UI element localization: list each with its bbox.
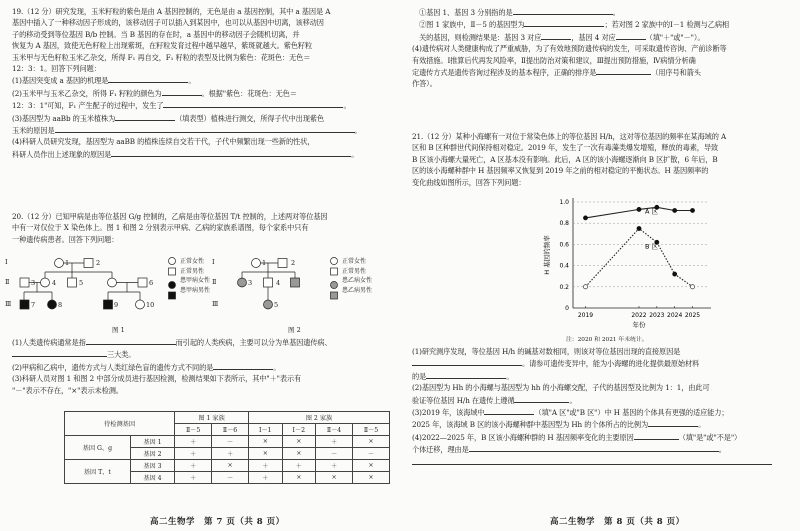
table-cell: × [282, 448, 316, 460]
q21-sub1-cont: 。请参可遗传变异中，能为小海螺的进化提供最原始材料 [412, 357, 772, 369]
q20-sub4: (4)遗传病对人类健康构成了严重威胁，为了有效地预防遗传病的发生，可采取遗传咨询、产前诊断等 [412, 44, 727, 54]
answer-line [412, 456, 772, 468]
q19-sub4: (4)科研人员研究发现，基因型为 aaBB 的植株连续自交若干代，子代中频繁出现一些新的性状， [12, 137, 315, 147]
table-cell: ＋ [175, 460, 212, 472]
q19-sub3: (3)基因型为 aaBb 的玉米植株为 （填表型）植株进行测交，所得子代中出现紫色 [12, 113, 325, 123]
table-cell: × [282, 472, 316, 484]
pedigree-individual [136, 300, 145, 309]
q19-sub3-cont: 玉米的原因是 。 [12, 126, 362, 136]
individual-number: 4 [276, 279, 281, 287]
generation-label: Ⅱ [5, 278, 10, 286]
table-row [65, 460, 390, 472]
text-line: 19.（12 分）研究发现，玉米籽粒的紫色是由 A 基因控制的，无色是由 a 基因控制，其中 a 基因是 A [12, 7, 331, 16]
table-cell: ＋ [249, 460, 283, 472]
data-point [690, 208, 694, 212]
table-cell: ＋ [175, 448, 212, 460]
individual-number: 6 [149, 279, 154, 287]
pedigree-individual [84, 259, 93, 268]
text-line: 基因中插入了一种移动因子形成的，该移动因子可以插入到某因中，也可以从基因中切离，该移动因 [12, 18, 324, 28]
q20-sub3-1: ①基因 1、基因 3 分别指的是 。 [419, 8, 620, 17]
q19-sub2: (2)玉米甲与玉米乙杂交，所得 F₁ 籽粒的颜色为 。根据"紫色：花斑色：无色＝ [12, 88, 297, 98]
generation-label: Ⅰ [5, 258, 8, 266]
table-group-cell: 基因 G、g [65, 436, 131, 460]
text-line: 中有一对仅位于 X 染色体上。图 1 和图 2 分别表示甲病、乙病的家族系谱图，每个家系中只有 [12, 223, 309, 233]
series-line-b [586, 229, 693, 287]
q20-sub3-cont: "－"表示不存在，"×"表示未检测。 [12, 385, 123, 395]
text-line: 区和 B 区种群世代间保持相对稳定。2019 年，发生了一次有毒藻类爆发增殖，释放的毒素，导致 [412, 143, 719, 153]
table-cell: ＋ [316, 436, 353, 448]
h-frequency-chart [525, 192, 725, 346]
x-tick-label: 2022 [631, 312, 647, 319]
table-cell: × [249, 448, 283, 460]
q21-sub3: (3)2019 年，该海域中 （填"A 区"或"B 区"）中 H 基因的个体具有更强的适应能力； [412, 408, 729, 418]
text-line: 子的移动受到等位基因 B/b 控制。当 B 基因的存在时，a 基因中的移动因子会随机切离，并 [12, 29, 300, 39]
text-line: 12：3：1。回答下列问题： [12, 64, 101, 74]
data-point [583, 216, 587, 220]
pedigree-individual [252, 259, 261, 268]
individual-number: 3 [31, 279, 36, 287]
legend-symbol [169, 258, 176, 265]
text-line: 20.（12 分）已知甲病是由等位基因 G/g 控制的，乙病是由等位基因 T/t 控制的，上述两对等位基因 [12, 212, 328, 221]
data-point [673, 208, 677, 212]
text-line: 变化曲线如图所示，回答下列问题： [412, 177, 526, 187]
individual-number: 1 [262, 259, 267, 267]
q20-sub3: (3)科研人员对图 1 和图 2 中部分成员进行基因检测，检测结果如下表所示，其中"＋"表示有 [12, 374, 302, 384]
q21-sub3-cont: 2025 年，该海域 B 区的该小海螺种群中基因型为 Hh 的个体所占的比例为 。 [412, 420, 706, 430]
individual-number: 10 [146, 301, 155, 309]
y-tick-label: 0.4 [559, 262, 569, 270]
data-point [690, 285, 694, 289]
x-tick-label: 2019 [577, 312, 594, 319]
pedigree-individual [291, 278, 300, 287]
individual-number: 8 [58, 301, 63, 309]
pedigree-individual [278, 259, 287, 268]
page-footer: 高二生物学 第 7 页（共 8 页） [150, 517, 285, 527]
table-cell: ＋ [175, 436, 212, 448]
individual-number: 2 [291, 259, 296, 267]
pedigree-individual [138, 278, 147, 287]
data-point [673, 272, 677, 276]
table-header: Ⅱ－5 [175, 424, 212, 436]
text-line: 一种遗传病患者。回答下列问题： [12, 234, 119, 244]
q20-subquestions [12, 336, 332, 396]
series-label: B 区 [645, 242, 659, 251]
pedigree-individual [20, 278, 29, 287]
table-cell: × [316, 472, 353, 484]
table-corner: 待检测基因 [65, 412, 175, 436]
q19-stem [12, 6, 362, 160]
data-point [583, 285, 587, 289]
q21-subquestions [412, 346, 772, 468]
individual-number: 5 [274, 301, 279, 309]
y-tick-label: 1.0 [559, 199, 569, 206]
table-cell: 基因 4 [130, 472, 174, 484]
text-line: 有效措施。Ⅰ推算后代再发风险率，Ⅱ提出防治对策和建议，Ⅲ提出预防措施，Ⅳ病情分析确 [412, 55, 696, 65]
table-cell: － [353, 448, 390, 460]
chart-note: 注：2020 和 2021 年未统计。 [566, 337, 648, 343]
pedigree-individual [108, 278, 117, 287]
table-cell: ＋ [175, 472, 212, 484]
y-tick-label: 0.8 [559, 220, 569, 228]
individual-number: 5 [79, 279, 84, 287]
text-line: 恢复为 A 基因，致使无色籽粒上出现紫斑，在籽粒发育过程中越早越早，紫斑就越大。紫色籽粒 [12, 41, 313, 51]
text-line: B 区该小海螺大量死亡，A 区基本没有影响。此后，A 区的该小海螺逐渐向 B 区扩散，6 年后，B [412, 154, 718, 164]
y-tick-label: 0 [565, 305, 569, 312]
generation-label: Ⅱ [212, 278, 217, 286]
text-line: 21.（12 分）某种小海螺有一对位于常染色体上的等位基因 H/h，这对等位基因的频率在某海域的 A [412, 132, 727, 141]
q21-sub2: (2)基因型为 Hh 的小海螺与基因型为 hh 的小海螺交配，子代的基因型及比例为 1：1，由此可 [412, 383, 710, 393]
table-header: 图 1 家族 [175, 412, 249, 424]
pedigree-individual [20, 300, 29, 309]
table-header: Ⅰ－1 [249, 424, 283, 436]
table-cell: ＋ [212, 448, 249, 460]
generation-label: Ⅰ [212, 258, 215, 266]
individual-number: 9 [114, 301, 119, 309]
table-row [65, 436, 390, 448]
pedigree-individual [48, 300, 57, 309]
x-tick-label: 2025 [684, 312, 701, 319]
text-line: 区的该小海螺种群中 H 基因频率又恢复到 2019 年之前的相对稳定的平衡状态。H 基因频率的 [412, 166, 709, 176]
table-header: Ⅱ－4 [316, 424, 353, 436]
legend-symbol [169, 292, 176, 299]
y-tick-label: 0.6 [559, 241, 569, 249]
legend-symbol [331, 258, 338, 265]
table-cell: 基因 1 [130, 436, 174, 448]
q20-sub2: (2)甲病和乙病中，遗传方式与人类红绿色盲的遗传方式不同的是 。 [12, 362, 281, 372]
legend-fig2: 正常女性 正常男性 患乙病女性 患乙病男性 [342, 258, 373, 294]
individual-number: 4 [52, 279, 57, 287]
table-header: Ⅱ－5 [353, 424, 390, 436]
table-cell: ＋ [316, 460, 353, 472]
figure-caption: 图 1 [112, 326, 125, 334]
table-group-cell: 基因 T、t [65, 460, 131, 484]
q21-sub4-cont: 个体迁移，理由是 。 [412, 445, 726, 455]
legend-fig1: 正常女性 正常男性 患甲病女性 患甲病男性 [180, 258, 211, 294]
individual-number: 7 [31, 301, 36, 309]
text-line: 玉米甲与无色籽粒玉米乙杂交，所得 F₁ 再自交，F₁ 籽粒的表型及比例为紫色：花斑色：无色＝ [12, 52, 311, 62]
legend-symbol [331, 268, 338, 275]
table-cell: － [212, 436, 249, 448]
data-point [637, 207, 641, 211]
q20-continued [412, 6, 729, 90]
table-header: Ⅱ－6 [212, 424, 249, 436]
pedigree-individual [264, 300, 273, 309]
x-axis-title: 年份 [632, 321, 646, 329]
q19-sub1: (1)基因突变成 a 基因的机理是 。 [12, 76, 196, 86]
q21-stem [412, 131, 726, 188]
pedigree-individual [104, 300, 113, 309]
pedigree-individual [41, 278, 50, 287]
table-cell: × [249, 436, 283, 448]
page-footer: 高二生物学 第 8 页（共 8 页） [550, 517, 685, 527]
series-label: A 区 [645, 207, 659, 216]
pedigree-individual [264, 278, 273, 287]
legend-symbol [331, 282, 338, 289]
table-header: 图 2 家族 [249, 412, 390, 424]
table-header: Ⅰ－2 [282, 424, 316, 436]
q20-sub1-cont: 三大类。 [12, 348, 332, 360]
table-cell: × [353, 460, 390, 472]
x-tick-label: 2023 [649, 312, 665, 319]
q21-sub1: (1)研究测序发现，等位基因 H/h 的碱基对数相同，则该对等位基因出现的直接原因是 [412, 347, 681, 356]
individual-number: 3 [248, 279, 253, 287]
text-line: 定遗传方式是遗传咨询过程涉及的基本程序，正确的排序是 （用序号和箭头 [412, 68, 701, 78]
text-line: 作答）。 [412, 79, 437, 89]
figure-caption: 图 2 [288, 326, 301, 334]
pedigree-individual [68, 278, 77, 287]
pedigree-individual [238, 278, 247, 287]
table-cell: × [282, 436, 316, 448]
q20-stem [12, 211, 328, 245]
legend-symbol [169, 282, 176, 289]
table-cell: － [316, 448, 353, 460]
q21-sub1-cont2: 的是 。 [412, 371, 514, 381]
individual-number: 2 [96, 259, 101, 267]
q19-sub2-cont: 12：3：1"可知，F₁ 产生配子的过程中，发生了 。 [12, 101, 351, 111]
q20-sub1: (1)人类遗传病通常是指 而引起的人类疾病，主要可以分为单基因遗传病、 [12, 338, 332, 347]
table-cell: ＋ [249, 472, 283, 484]
legend-symbol [331, 292, 338, 299]
table-cell: × [353, 436, 390, 448]
data-point [637, 226, 641, 230]
table-cell: ＋ [282, 460, 316, 472]
x-tick-label: 2024 [667, 312, 683, 319]
q20-sub3-2: ②图 1 家族中，Ⅱ－5 的基因型为 ；若对图 2 家族中的Ⅰ－1 检测与乙病相 [419, 20, 729, 30]
right-page [400, 0, 800, 531]
individual-number: 1 [65, 259, 70, 267]
table-cell: 基因 3 [130, 460, 174, 472]
y-tick-label: 0.2 [559, 283, 569, 291]
table-cell: 基因 2 [130, 448, 174, 460]
pedigree-individual [55, 259, 64, 268]
generation-label: Ⅲ [5, 300, 12, 308]
q20-sub3-2-cont: 关的基因，则检测结果是：基因 3 对应 ，基因 4 对应 （填"＋"或"－"）。 [419, 32, 705, 42]
q19-sub4-cont: 科研人员作出上述现象的原因是 。 [12, 149, 359, 159]
legend-symbol [169, 268, 176, 275]
y-axis-title: H 基因的频率 [543, 235, 551, 275]
table-cell: × [353, 472, 390, 484]
generation-label: Ⅲ [212, 300, 219, 308]
q21-sub4: (4)2022—2025 年，B 区该小海螺种群的 H 基因频率变化的主要原因 （填"是"或"不是"） [412, 432, 742, 442]
table-cell: － [212, 472, 249, 484]
table-cell: × [212, 460, 249, 472]
q21-sub2-cont: 验证等位基因 H/h 在遗传上遵循 。 [412, 395, 577, 405]
gene-test-table [64, 411, 390, 484]
